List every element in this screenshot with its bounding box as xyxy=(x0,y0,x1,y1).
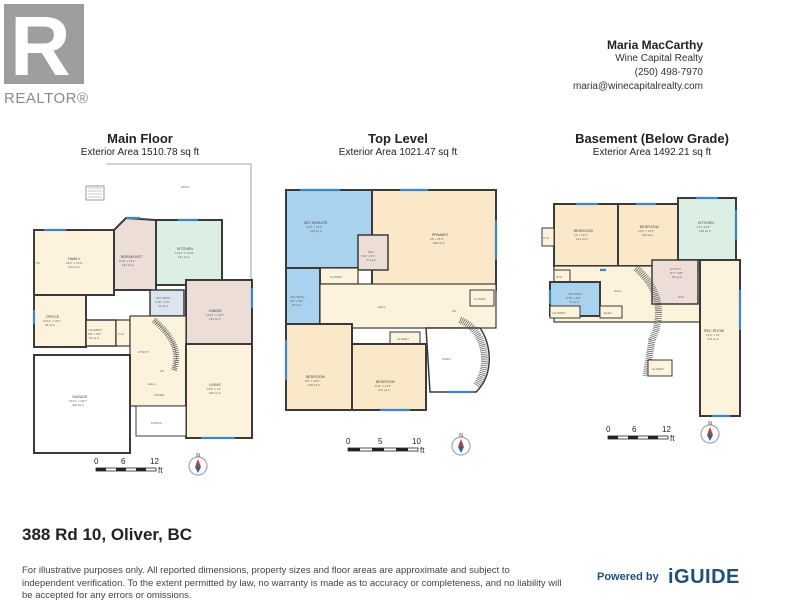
base-kitchen-label: KITCHEN xyxy=(698,221,714,225)
porch-label: PORCH xyxy=(151,421,162,425)
living-dim: 15'5" x 14' xyxy=(207,387,221,391)
dining-area: 132 sq ft xyxy=(209,317,221,321)
base-bedroom-2-label: BEDROOM xyxy=(640,225,659,229)
floor-area-basement: Exterior Area 1492.21 sq ft xyxy=(592,147,712,158)
garage-area: 406 sq ft xyxy=(72,403,84,407)
scale-base-seg2 xyxy=(628,436,638,439)
base-bedroom-1-label: BEDROOM xyxy=(574,229,593,233)
wic-label: WIC xyxy=(368,250,374,254)
wic-dim: 6'11" x 6'1" xyxy=(361,254,376,258)
scale-base-t1: 6 xyxy=(632,425,637,434)
dn-label: DN xyxy=(452,309,457,313)
realtor-logo-box xyxy=(4,0,84,93)
floor-title-top: Top Level xyxy=(368,131,428,146)
agent-email[interactable]: maria@winecapitalrealty.com xyxy=(572,81,703,92)
top-level-plan xyxy=(280,180,510,420)
agent-info xyxy=(573,38,703,94)
hall-label: HALL xyxy=(148,382,156,386)
laundry-label: LAUNDRY xyxy=(88,328,103,332)
base-rec-label: REC ROOM xyxy=(704,329,724,333)
fp-label: FP xyxy=(36,261,40,265)
compass-top-n: N xyxy=(459,433,463,439)
base-hall-label: HALL xyxy=(614,289,622,293)
base-bath-label: 3PC BATH xyxy=(568,292,583,296)
scale-top-seg1 xyxy=(348,448,360,451)
top-bedroom-1-label: BEDROOM xyxy=(306,375,325,379)
property-address: 388 Rd 10, Oliver, BC xyxy=(22,525,193,544)
breakfast-dim: 9'10" x 15'2" xyxy=(119,259,136,263)
agent-name: Maria MacCarthy xyxy=(606,38,703,52)
kitchen-dim: 11'11" x 12'10" xyxy=(175,251,195,255)
dining-label: DINING xyxy=(209,309,222,313)
top-bath-area: 66 sq ft xyxy=(292,303,302,307)
compass-base-n: N xyxy=(708,421,712,427)
scale-base-t0: 0 xyxy=(606,425,611,434)
scale-bar-top xyxy=(344,436,434,460)
top-bedroom-1-area: 138 sq ft xyxy=(308,383,320,387)
main-closet-label: CLO xyxy=(118,332,125,336)
scale-main-unit: ft xyxy=(158,466,163,475)
scale-bar-main xyxy=(94,456,174,480)
garage-label: GARAGE xyxy=(72,395,88,399)
utility-label: UTILITY xyxy=(138,350,150,354)
agent-phone[interactable]: (250) 498-7970 xyxy=(634,67,703,78)
base-elec-label: ELEC xyxy=(604,311,612,315)
scale-main-t2: 12 xyxy=(150,457,159,466)
agent-company: Wine Capital Realty xyxy=(615,53,703,64)
base-bath-dim: 9'10" x 8'6" xyxy=(566,296,581,300)
base-utility-dim: 9'7" x 9'8" xyxy=(670,271,684,275)
top-bath-dim: 9'8" x 5'8" xyxy=(290,299,304,303)
base-closet-label: CLOSET xyxy=(652,367,665,371)
breakfast-area: 142 sq ft xyxy=(122,263,134,267)
family-area: 216 sq ft xyxy=(68,265,80,269)
base-rec-area: 373 sq ft xyxy=(707,337,719,341)
up-label: UP xyxy=(160,369,165,373)
garage-dim: 19'11" x 20'7" xyxy=(69,399,87,403)
family-dim: 18'2" x 13'0" xyxy=(66,261,83,265)
disclaimer-text: For illustrative purposes only. All reported dimensions, property sizes and floor areas are approximate and subject to independent verification. To the extent permitted by law, no warranty is made as to accuracy or completeness, and no liability will be accepted for any errors or omissions. xyxy=(22,565,562,601)
main-floor-plan xyxy=(26,160,266,470)
room-top-bedroom-2 xyxy=(352,344,426,410)
floor-area-main: Exterior Area 1510.78 sq ft xyxy=(80,147,200,158)
scale-base-seg3 xyxy=(648,436,658,439)
compass-icon-basement xyxy=(698,420,722,446)
top-bedroom-2-area: 124 sq ft xyxy=(378,388,390,392)
top-bedroom-1-dim: 9'6" x 14'6" xyxy=(305,379,320,383)
wic-area: 47 sq ft xyxy=(366,258,376,262)
scale-main-seg1 xyxy=(96,468,106,471)
base-stg-label: STG xyxy=(556,275,563,279)
family-label: FAMILY xyxy=(68,257,81,261)
base-rec-dim: 12'4" x 31' xyxy=(706,333,720,337)
foyer-label: FOYER xyxy=(154,393,165,397)
primary-area: 318 sq ft xyxy=(433,241,445,245)
compass-icon-main xyxy=(186,452,210,478)
base-stg2-label: STG xyxy=(678,295,685,299)
scale-top-seg3 xyxy=(396,448,408,451)
dining-dim: 12'10" x 10'7" xyxy=(206,313,225,317)
floor-area-top: Exterior Area 1021.47 sq ft xyxy=(338,147,458,158)
scale-base-unit: ft xyxy=(670,434,675,443)
base-clo-label: CLO xyxy=(543,236,550,240)
room-base-rec xyxy=(700,260,740,416)
breakfast-label: BREAKFAST xyxy=(121,255,143,259)
open-label: OPEN xyxy=(442,357,451,361)
laundry-area: 64 sq ft xyxy=(89,336,99,340)
room-top-bedroom-1 xyxy=(286,324,352,410)
patio-label: PATIO xyxy=(181,185,190,189)
kitchen-label: KITCHEN xyxy=(177,247,193,251)
realtor-logo xyxy=(4,0,92,107)
scale-main-seg3 xyxy=(136,468,146,471)
laundry-dim: 9'8" x 5'9" xyxy=(88,332,102,336)
base-bedroom-1-dim: 12' x 12'7" xyxy=(574,233,588,237)
main-bath-dim: 6'10" x 6'5" xyxy=(155,300,170,304)
kitchen-area: 161 sq ft xyxy=(178,255,190,259)
scale-main-t1: 6 xyxy=(121,457,126,466)
scale-top-t2: 10 xyxy=(412,437,421,446)
base-utility-label: UTILITY xyxy=(670,267,682,271)
base-kitchen-area: 139 sq ft xyxy=(699,229,711,233)
base-bedroom-2-area: 116 sq ft xyxy=(642,233,654,237)
scale-base-seg1 xyxy=(608,436,618,439)
scale-main-t0: 0 xyxy=(94,457,99,466)
top-closet-4-label: CLOSET xyxy=(397,337,410,341)
top-hall-label: HALL xyxy=(378,305,386,309)
realtor-logo-letter: R xyxy=(10,0,71,93)
scale-bar-basement xyxy=(606,424,686,448)
base-bath-area: 73 sq ft xyxy=(569,300,579,304)
main-bath-label: 2PC BATH xyxy=(156,296,171,300)
base-utility-area: 90 sq ft xyxy=(672,275,682,279)
scale-top-seg2 xyxy=(372,448,384,451)
top-bedroom-2-label: BEDROOM xyxy=(376,380,395,384)
floor-title-basement: Basement (Below Grade) xyxy=(575,131,729,146)
scale-top-t1: 5 xyxy=(378,437,383,446)
top-closet-2-label: CLOSET xyxy=(474,297,487,301)
scale-top-t0: 0 xyxy=(346,437,351,446)
main-bath-area: 41 sq ft xyxy=(158,304,168,308)
office-area: 99 sq ft xyxy=(45,323,55,327)
living-area: 190 sq ft xyxy=(209,391,221,395)
base-laundry-label: LAUNDRY xyxy=(552,311,567,315)
primary-dim: 18' x 16'4" xyxy=(430,237,444,241)
basement-plan xyxy=(536,190,746,420)
base-kitchen-dim: 11' x 13'3" xyxy=(697,225,711,229)
top-closet-1-label: CLOSET xyxy=(330,275,343,279)
scale-main-seg2 xyxy=(116,468,126,471)
primary-label: PRIMARY xyxy=(432,233,449,237)
compass-main-n: N xyxy=(196,453,200,459)
compass-icon-top xyxy=(449,432,473,458)
base-bedroom-1-area: 144 sq ft xyxy=(576,237,588,241)
realtor-logo-text: REALTOR® xyxy=(4,90,89,107)
office-dim: 10'11" x 10'3" xyxy=(43,319,61,323)
ensuite-label: 5PC ENSUITE xyxy=(304,221,328,225)
powered-by-label: Powered by xyxy=(597,571,659,583)
scale-top-unit: ft xyxy=(420,446,425,455)
base-bedroom-2-dim: 12'2" x 14'4" xyxy=(638,229,655,233)
living-label: LIVING xyxy=(209,383,221,387)
ensuite-dim: 12'8" x 10'4" xyxy=(306,225,323,229)
top-bedroom-2-dim: 8'11" x 14'4" xyxy=(375,384,392,388)
iguide-logo[interactable]: iGUIDE xyxy=(668,566,740,588)
ensuite-area: 133 sq ft xyxy=(310,229,322,233)
top-bath-label: 4PC BATH xyxy=(290,295,305,299)
floor-title-main: Main Floor xyxy=(107,131,173,146)
scale-base-t2: 12 xyxy=(662,425,671,434)
office-label: OFFICE xyxy=(46,315,60,319)
